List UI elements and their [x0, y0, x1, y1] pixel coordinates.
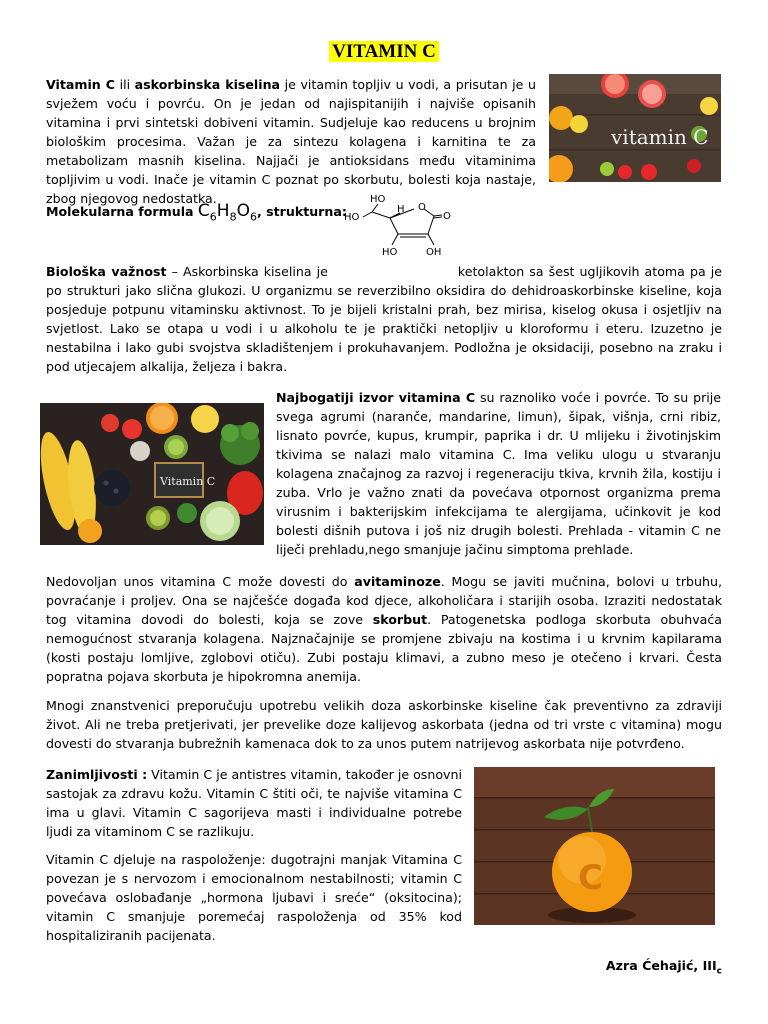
atom-ho-bottom: HO: [382, 247, 398, 258]
orange-image: [474, 767, 715, 925]
formula-line: Molekularna formula $C_6H_8O_6$, strukturna:: [46, 201, 347, 224]
atom-o-ring: O: [418, 202, 426, 213]
fruits-vegetables-image: [40, 403, 264, 545]
atom-h: H: [397, 204, 405, 215]
atom-ho-top: HO: [370, 194, 386, 205]
atom-ho-side: HO: [344, 212, 360, 223]
atom-oh-bottom: OH: [426, 247, 442, 258]
vitamin-c-board-image: [549, 74, 721, 182]
ascorbic-acid-structure: [330, 190, 460, 262]
author-signature: Azra Ćehajić, $III_c$: [605, 958, 722, 977]
page-title: VITAMIN C: [0, 41, 768, 63]
mood-paragraph: Vitamin C djeluje na raspoloženje: dugotrajni manjak Vitamina C povezan je s nervozom i emocionalnom nestabilnosti; vitamin C povećava oslobađanje „hormona ljubavi i sreće“ (oksitocina); vitamin C smanjuje poremećaj raspoloženja od 35% kod hospitaliziranih pacijenata.: [46, 852, 462, 943]
facts-paragraph: Zanimljivosti : Vitamin C je antistres vitamin, također je osnovni sastojak za zdravu kožu. Vitamin C štiti oči, te najviše vitamina C ima u glavi. Vitamin C sagorijeva masti i individualne potrebe ljudi za vitaminom C se razlikuju.: [46, 767, 462, 839]
intro-paragraph: Vitamin C ili askorbinska kiselina je vitamin topljiv u vodi, a prisutan je u svježem voću i povrću. On je jedan od najispitanijih i najviše opisanih vitamina i prvi sintetski dobiveni vitamin. Sudjeluje kao reducens u brojnim biološkim procesima. Važan je za sintezu kolagena i karnitina te za metabolizam masnih kiselina. Najjači je antioksidans među vitaminima topljivim u vodi. Inače je vitamin C poznat po skorbutu, bolesti koja nastaje, zbog njegovog nedostatka.: [46, 77, 536, 206]
biological-importance-paragraph: Biološka važnost – Askorbinska kiselina je ketolakton sa šest ugljikovih atoma pa je po strukturi jako slična glukozi. U organizmu se reverzibilno oksidira do dehidroaskorbinske kiseline, koja posjeduje potpunu vitaminsku aktivnost. To je bijeli kristalni prah, bez mirisa, kiselog okusa i osjetljiv na svjetlost. Lako se otapa u vodi i u alkoholu te je praktički netopljiv u kloroformu i eteru. Izuzetno je nestabilna i lako gubi svojstva skladištenjem i prokuhavanjem. Podložna je oksidaciji, posebno na zraku i pod utjecajem alkalija, željeza i bakra.: [46, 264, 722, 374]
deficiency-paragraph: Nedovoljan unos vitamina C može dovesti do avitaminoze. Mogu se javiti mučnina, bolovi u trbuhu, povraćanje i proljev. Ona se najčešće događa kod djece, alkoholičara i starijih osoba. Izraziti nedostatak tog vitamina dovodi do bolesti, koja se zove skorbut. Patogenetska podloga skorbuta obuhvaća nemogućnost stvaranja kolagena. Najznačajnije se promjene zbivaju na kostima i u krvnim kapilarama (kosti postaju lomljive, zglobovi otiču). Zubi postaju klimavi, a zubno meso je otečeno i krvari. Česta popratna pojava skorbuta je hipokromna anemija.: [46, 574, 723, 684]
orange-carved-letter: C: [578, 858, 603, 898]
chalkboard-text: Vitamin C: [160, 475, 216, 488]
atom-o-keto: O: [443, 211, 451, 222]
board-chalk-text: vitamin C: [611, 125, 709, 149]
scientists-paragraph: Mnogi znanstvenici preporučuju upotrebu velikih doza askorbinske kiseline čak preventivno za zdraviji život. Ali ne treba pretjerivati, jer prevelike doze kalijevog askorbata (jedna od tri vrste c vitamina) mogu dovesti do stvaranja bubrežnih kamenaca dok to za unos putem natrijevog askorbata nije potvrđeno.: [46, 698, 722, 751]
sources-paragraph: Najbogatiji izvor vitamina C su raznoliko voće i povrće. To su prije svega agrumi (naranče, mandarine, limun), šipak, višnja, crni ribiz, lisnato povrće, kupus, krumpir, paprika i dr. U mlijeku i životinjskim tkivima se nalazi malo vitamina C. Ima veliku ulogu u stvaranju kolagena značajnog za razvoj i regeneraciju tkiva, krvnih žila, kostiju i zuba. Vrlo je važno znati da povećava otpornost organizma prema virusnim i bakterijskim infekcijama te alergijama, učinkovit je kod bolesti dišnih putova i još niz drugih bolesti. Prehlada - vitamin C ne liječi prehladu,nego smanjuje jačinu simptoma prehlade.: [276, 390, 721, 557]
